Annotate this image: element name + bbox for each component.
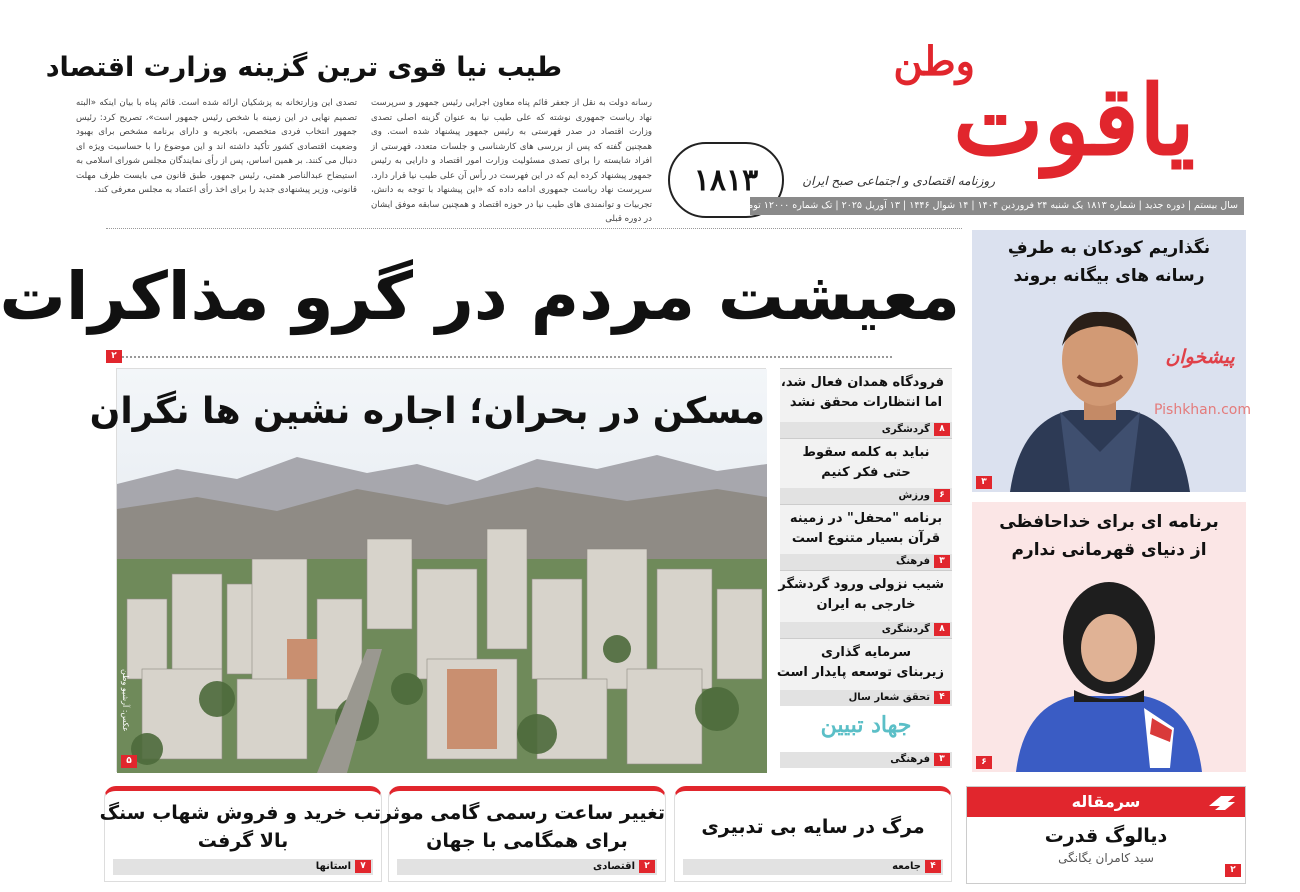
teaser-category [780, 622, 952, 638]
bottom-story-title: تب خرید و فروش شهاب سنگ [99, 802, 381, 824]
teaser-item[interactable] [776, 638, 952, 706]
teaser-category-label: گردشگری [881, 424, 930, 435]
teaser-item[interactable] [780, 504, 952, 570]
bottom-category-label: استانها [315, 861, 351, 872]
bottom-story-category [683, 859, 943, 875]
watermark-text: پیشخوان [1165, 346, 1235, 368]
page-tag: ۲ [106, 350, 122, 363]
teaser-category [780, 752, 952, 768]
bottom-story-title: بالا گرفت [197, 830, 289, 852]
page-tag: ۵ [121, 755, 137, 768]
teaser-category [780, 488, 952, 504]
bottom-story[interactable] [674, 786, 952, 882]
bottom-story[interactable] [381, 786, 666, 882]
newspaper-logo [785, 38, 1225, 188]
side-story-title: نگذاریم کودکان به طرفِ [1007, 238, 1211, 258]
teaser-title: نباید به کلمه سقوط [802, 445, 930, 460]
editorial-header [967, 787, 1245, 817]
bottom-story-title: تغییر ساعت رسمی گامی موثر [381, 802, 665, 824]
teaser-category [780, 690, 952, 706]
photo-credit: عکس: آرشیو وطن [121, 669, 130, 732]
teaser-title: خارجی به ایران [816, 597, 916, 612]
teaser-title: فرودگاه همدان فعال شد، [780, 375, 944, 390]
bottom-story-category [397, 859, 657, 875]
photo-story-title: مسکن در بحران؛ اجاره نشین ها نگران [89, 391, 765, 432]
page-tag: ۲ [1225, 864, 1241, 877]
page-tag: ۴ [925, 860, 941, 873]
top-story-body [76, 96, 652, 224]
page-tag: ۳ [934, 555, 950, 568]
teaser-title: شیب نزولی ورود گردشگر [778, 577, 944, 592]
side-story[interactable] [972, 502, 1246, 772]
side-story-title: رسانه های بیگانه بروند [1013, 266, 1205, 286]
teaser-title: قرآن بسیار متنوع است [791, 531, 941, 546]
dateline-bar: سال بیستم | دوره جدید | شماره ۱۸۱۳ یک شنبه ۲۴ فروردین ۱۴۰۴ | ۱۴ شوال ۱۴۴۶ | ۱۳ آوریل ۲۰۲۵ | تک شماره ۱۲۰۰۰ تومان [750, 197, 1244, 215]
logo-subtitle: روزنامه اقتصادی و اجتماعی صبح ایران [802, 174, 995, 188]
bottom-story-title: مرگ در سایه بی تدبیری [701, 816, 925, 838]
teaser-title: اما انتظارات محقق نشد [789, 395, 943, 410]
side-story-title: از دنیای قهرمانی ندارم [1011, 540, 1207, 560]
page-tag: ۷ [355, 860, 371, 873]
editorial-box[interactable] [966, 786, 1246, 884]
photo-story[interactable] [89, 368, 766, 772]
teaser-title: برنامه "محفل" در زمینه [789, 511, 943, 526]
bottom-story-category [113, 859, 373, 875]
teaser-title: زیربنای توسعه پایدار است [776, 665, 944, 680]
page-tag: ۶ [934, 489, 950, 502]
page-tag: ۸ [934, 623, 950, 636]
teaser-item[interactable] [780, 368, 952, 438]
top-story-column: تصدی این وزارتخانه به پزشکیان ارائه شده است. قائم پناه با بیان اینکه «البته تصمیم نهایی در این زمینه با شخص رئیس جمهور است»، تصریح کرد: رئیس جمهور انتخاب فردی متخصص، باتجربه و دارای برنامه مشخص برای بهبود وضعیت اقتصادی کشور تأکید داشته اند و این موضوع را با حساسیت ویژه ای دنبال می کنند. بر همین اساس، پس از رأی نمایندگان مجلس شورای اسلامی به استیضاح عبدالناصر همتی، رئیس جمهور، طبق قانون می بایست ظرف مهلت قانونی، وزیر پیشنهادی جدید را برای اخذ رأی اعتماد به مجلس معرفی کند. [76, 98, 357, 195]
editorial-author: سید کامران یگانگی [1058, 851, 1154, 865]
teaser-category-label: گردشگری [881, 624, 930, 635]
page-tag: ۶ [976, 756, 992, 769]
top-story-headline[interactable]: طیب نیا قوی ترین گزینه وزارت اقتصاد [45, 52, 562, 83]
teaser-title: سرمایه گذاری [820, 645, 912, 660]
teaser-category [780, 554, 952, 570]
teaser-category-label: فرهنگی [890, 754, 930, 765]
bottom-story-title: برای همگامی با جهان [426, 830, 628, 852]
divider [122, 356, 892, 358]
main-headline[interactable]: معیشت مردم در گرو مذاکرات [0, 258, 960, 335]
teaser-category-label: فرهنگ [895, 556, 930, 567]
teaser-item[interactable] [780, 744, 952, 768]
teaser-item[interactable] [780, 570, 952, 638]
portrait-photo [1004, 578, 1214, 772]
teaser-title: حتی فکر کنیم [821, 465, 911, 480]
teaser-category-label: تحقق شعار سال [848, 692, 930, 703]
bottom-story[interactable] [99, 786, 382, 882]
page-tag: ۳ [976, 476, 992, 489]
page-tag: ۲ [639, 860, 655, 873]
teaser-item[interactable] [780, 438, 952, 504]
logo-main-text: یاقوت [953, 64, 1195, 177]
issue-number-badge: ۱۸۱۳ [668, 142, 784, 218]
divider [106, 228, 962, 229]
top-story-column: رسانه دولت به نقل از جعفر قائم پناه معاون اجرایی رئیس جمهور و سرپرست نهاد ریاست جمهوری نوشته که علی طیب نیا به عنوان گزینه اصلی تصدی وزارت اقتصاد در صدر فهرستی به رئیس جمهور پیشنهاد شده است. وی همچنین گفته که پس از بررسی های کارشناسی و جلسات متعدد، فهرستی از افراد شایسته را برای تصدی مسئولیت وزارت امور اقتصاد و دارایی به رئیس جمهور پیشنهاد کرده ایم که در این فهرست در رأس آن علی طیب نیا قرار دارد. سرپرست نهاد ریاست جمهوری ادامه داده که «این پیشنهاد با توجه به دانش، تجربیات و توانمندی های طیب نیا در حوزه اقتصاد و همچنین سابقه موفق ایشان در دوره قبلی [371, 98, 652, 224]
page-tag: ۴ [934, 691, 950, 704]
portrait-photo [1000, 302, 1200, 492]
bottom-category-label: جامعه [892, 861, 921, 872]
bottom-category-label: اقتصادی [593, 861, 635, 872]
teaser-category [780, 422, 952, 438]
side-story-title: برنامه ای برای خداحافظی [999, 512, 1219, 532]
page-tag: ۳ [934, 753, 950, 766]
watermark-url: Pishkhan.com [1154, 402, 1251, 418]
teaser-category-label: ورزش [898, 490, 930, 501]
jahad-tabyin-logo[interactable]: جهاد تبیین [820, 712, 912, 738]
editorial-title: دیالوگ قدرت [1044, 825, 1168, 847]
logo-top-text: وطن [893, 38, 975, 85]
editorial-label: سرمقاله [1071, 792, 1141, 811]
page-tag: ۸ [934, 423, 950, 436]
megaphone-icon [1207, 792, 1237, 812]
